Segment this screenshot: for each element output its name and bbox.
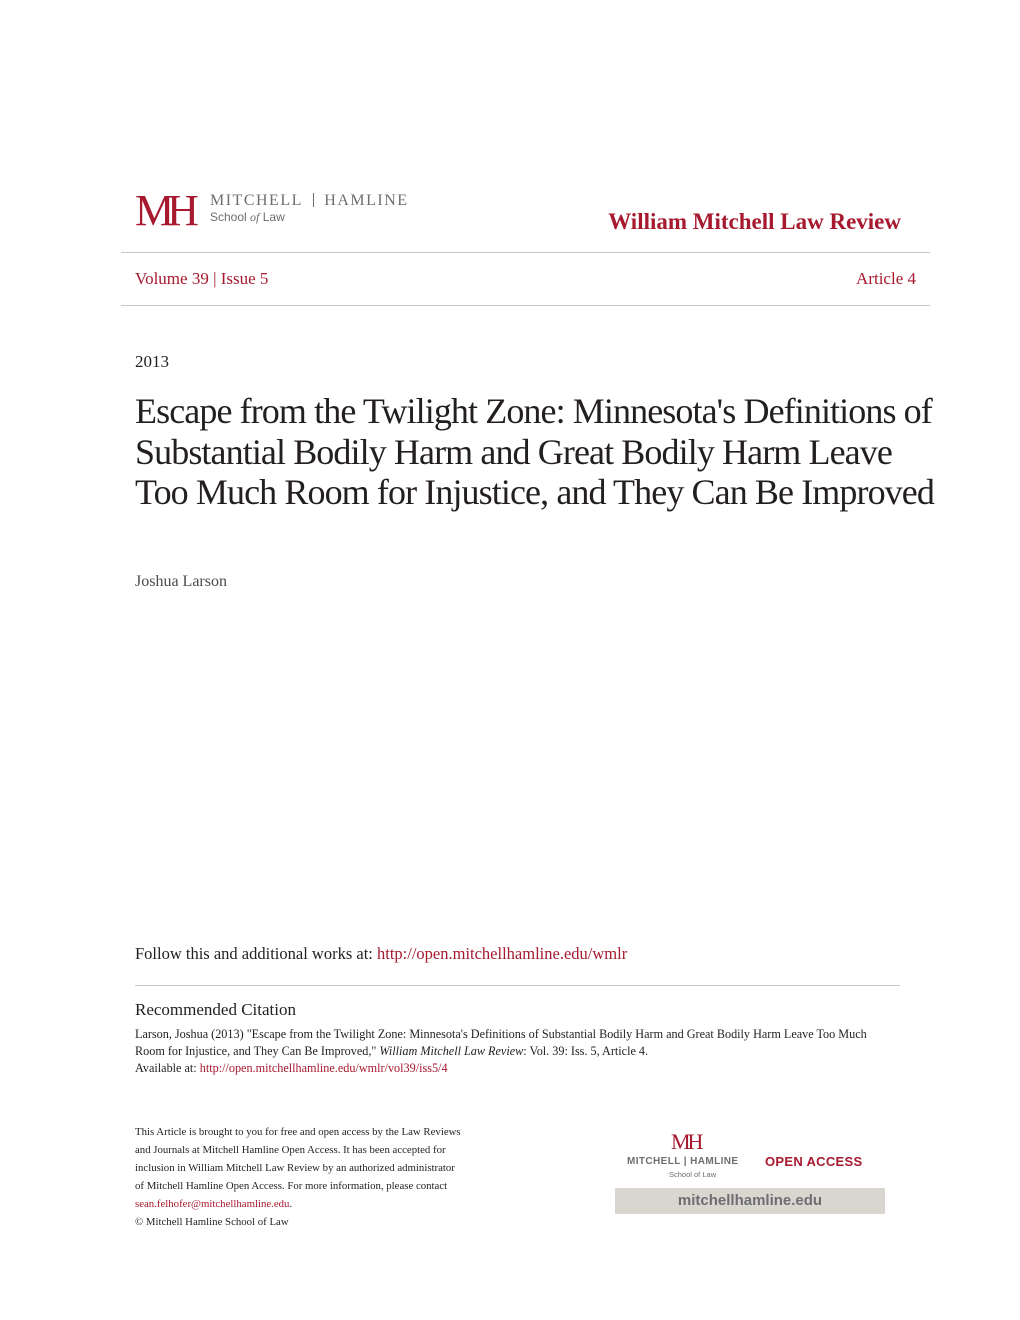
footer-line: This Article is brought to you for free and open access by the Law Reviews bbox=[135, 1126, 461, 1138]
open-access-logo-mark: MH bbox=[671, 1129, 701, 1154]
follow-prefix: Follow this and additional works at: bbox=[135, 944, 377, 963]
volume-issue-line bbox=[135, 269, 268, 289]
footer-line: and Journals at Mitchell Hamline Open Access. It has been accepted for bbox=[135, 1144, 446, 1156]
email-suffix: . bbox=[289, 1198, 293, 1210]
mitchell-hamline-logo-school bbox=[210, 211, 285, 223]
article-number: Article 4 bbox=[856, 269, 916, 288]
logo-of: of bbox=[250, 210, 260, 224]
issue-divider bbox=[121, 305, 930, 306]
citation-journal: William Mitchell Law Review bbox=[379, 1044, 524, 1058]
journal-title-link[interactable]: William Mitchell Law Review bbox=[608, 209, 901, 234]
publication-year: 2013 bbox=[135, 352, 169, 371]
logo-name-left: MITCHELL bbox=[210, 192, 303, 209]
footer-notice bbox=[135, 1123, 515, 1231]
footer-line: inclusion in William Mitchell Law Review by an authorized administrator bbox=[135, 1162, 455, 1174]
open-access-logo-name: MITCHELL | HAMLINE bbox=[627, 1156, 739, 1167]
citation-text-after: : Vol. 39: Iss. 5, Article 4. bbox=[523, 1044, 649, 1058]
mitchell-hamline-logo-name bbox=[210, 193, 409, 209]
citation-available-prefix: Available at: bbox=[135, 1061, 200, 1075]
issue-link[interactable]: Issue 5 bbox=[220, 269, 269, 288]
logo-school: School bbox=[210, 210, 247, 224]
open-access-logo-school: School of Law bbox=[669, 1170, 717, 1179]
open-access-url[interactable]: mitchellhamline.edu bbox=[677, 1192, 823, 1209]
mitchell-hamline-logo-mark: MH bbox=[135, 186, 192, 235]
article-title[interactable]: Escape from the Twilight Zone: Minnesota's Definitions of Substantial Bodily Harm and Great Bodily Harm Leave Too Much Room for Injustice, and They Can Be Improved bbox=[135, 391, 934, 512]
citation-heading: Recommended Citation bbox=[135, 1000, 296, 1019]
citation-text-before: Larson, Joshua (2013) "Escape from the Twilight Zone: Minnesota's Definitions of Substantial Bodily Harm and Great Bodily Harm Leave Too Much Room for Injustice, and They Can Be Improved," bbox=[135, 1027, 867, 1058]
citation-divider bbox=[135, 985, 900, 986]
contact-email-link[interactable]: sean.felhofer@mitchellhamline.edu bbox=[135, 1198, 290, 1210]
logo-law: Law bbox=[262, 210, 285, 224]
footer-email-line bbox=[135, 1195, 515, 1213]
citation-url-link[interactable]: http://open.mitchellhamline.edu/wmlr/vol39/iss5/4 bbox=[199, 1061, 448, 1075]
follow-url-link[interactable]: http://open.mitchellhamline.edu/wmlr bbox=[376, 944, 628, 963]
volume-issue-separator: | bbox=[213, 269, 217, 288]
footer-line: of Mitchell Hamline Open Access. For more information, please contact bbox=[135, 1180, 448, 1192]
footer-copyright: © Mitchell Hamline School of Law bbox=[135, 1216, 289, 1228]
open-access-label: OPEN ACCESS bbox=[765, 1154, 863, 1169]
author-name: Joshua Larson bbox=[135, 573, 227, 590]
header-divider bbox=[121, 252, 930, 253]
follow-line bbox=[135, 944, 627, 964]
citation-text bbox=[135, 1026, 895, 1077]
volume-link[interactable]: Volume 39 bbox=[135, 269, 209, 288]
logo-name-right: HAMLINE bbox=[324, 192, 409, 209]
logo-divider bbox=[313, 193, 314, 207]
